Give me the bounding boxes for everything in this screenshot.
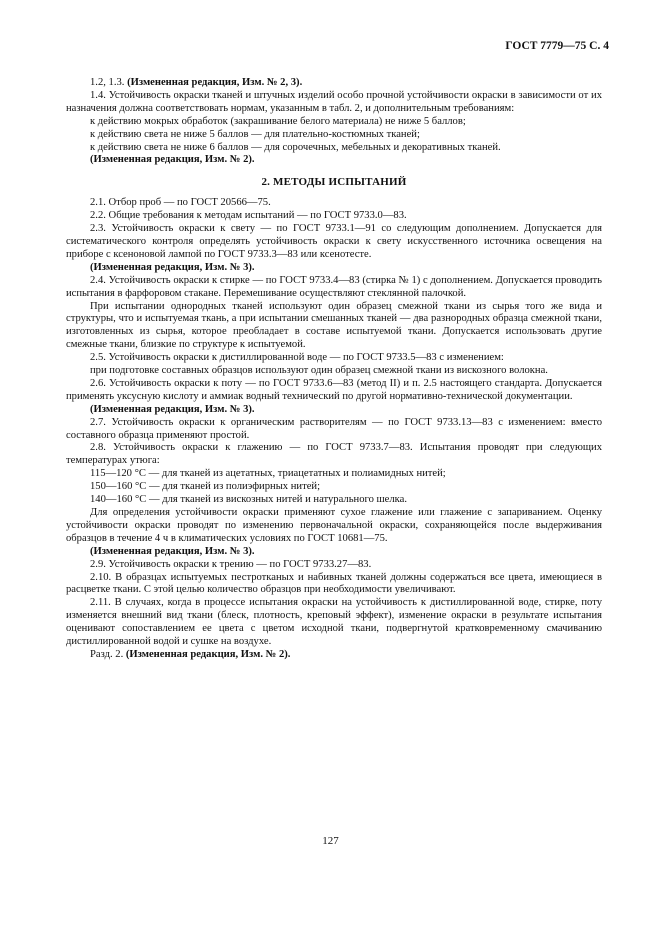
amendment-note: (Измененная редакция, Изм. № 3).	[90, 403, 255, 415]
page-header: ГОСТ 7779—75 С. 4	[505, 40, 609, 52]
paragraph	[66, 404, 602, 417]
paragraph: 2.11. В случаях, когда в процессе испытания окраски на устойчивость к дистиллированной воде, стирке, поту изменяется внешний вид ткани (блеск, плотность, креповый эффект), изменение окраски в результате испытания оценивают сопоставлением ее цвета с цветом исходной ткани, подвергнутой кратковременному смачиванию дистиллированной водой и сушке на воздухе.	[66, 597, 602, 648]
section-title: 2. МЕТОДЫ ИСПЫТАНИЙ	[261, 176, 407, 189]
paragraph: 150—160 °С — для тканей из полиэфирных нитей;	[90, 481, 321, 493]
paragraph: 2.10. В образцах испытуемых пестротканых и набивных тканей должны содержаться все цвета, имеющиеся в расцветке ткани. С этой целью количество образцов при необходимости увеличивают.	[66, 571, 602, 596]
paragraph-prefix: Разд. 2.	[90, 648, 126, 660]
paragraph: Для определения устойчивости окраски применяют сухое глажение или глажение с запариванием. Оценку устойчивости окраски проводят по изменению первоначальной окраски, сохраняющейся после выдерживания образцов в течение 4 ч в климатических условиях по ГОСТ 10681—75.	[66, 507, 602, 544]
paragraph: 140—160 °С — для тканей из вискозных нитей и натурального шелка.	[90, 494, 407, 506]
amendment-note: (Измененная редакция, Изм. № 2, 3).	[127, 77, 303, 88]
section-2-body	[66, 197, 602, 662]
paragraph	[66, 262, 602, 275]
paragraph: 2.3. Устойчивость окраски к свету — по ГОСТ 9733.1—91 со следующим дополнением. Допускается для систематического контроля определять устойчивость окраски к свету искусственного источника освещения на приборе с ксеноновой лампой по ГОСТ 9733.3—83 или ксенотесте.	[66, 223, 602, 260]
paragraph: 2.9. Устойчивость окраски к трению — по ГОСТ 9733.27—83.	[90, 558, 372, 570]
paragraph: 1.4. Устойчивость окраски тканей и штучных изделий особо прочной устойчивости окраски в зависимости от их назначения должна соответствовать нормам, указанным в табл. 2, и дополнительным требованиям:	[66, 89, 602, 114]
paragraph: 115—120 °С — для тканей из ацетатных, триацетатных и полиамидных нитей;	[90, 468, 446, 480]
paragraph: При испытании однородных тканей используют один образец смежной ткани из сырья того же вида и структуры, что и испытуемая ткань, а при испытании смешанных тканей — два разнородных образца смежной ткани, изготовленных из сырья, которое преобладает в составе испытуемой ткани. Допускается использовать другие смежные ткани, близкие по структуре к испытуемой.	[66, 300, 602, 351]
paragraph: 2.8. Устойчивость окраски к глажению — по ГОСТ 9733.7—83. Испытания проводят при следующих температурах утюга:	[66, 442, 602, 467]
paragraph	[66, 546, 602, 559]
section-1-tail	[66, 77, 602, 167]
paragraph: к действию света не ниже 5 баллов — для плательно-костюмных тканей;	[90, 128, 420, 140]
paragraph: к действию мокрых обработок (закрашивание белого материала) не ниже 5 баллов;	[90, 115, 466, 127]
paragraph	[66, 649, 602, 662]
amendment-note: (Измененная редакция, Изм. № 2).	[90, 154, 255, 166]
paragraph	[66, 154, 602, 167]
amendment-note: (Измененная редакция, Изм. № 3).	[90, 261, 255, 273]
page-number: 127	[322, 835, 339, 847]
paragraph-prefix: 1.2, 1.3.	[90, 77, 128, 88]
paragraph: 2.1. Отбор проб — по ГОСТ 20566—75.	[90, 197, 271, 209]
paragraph: к действию света не ниже 6 баллов — для сорочечных, мебельных и декоративных тканей.	[90, 141, 501, 153]
document-body	[66, 77, 602, 662]
paragraph: 2.6. Устойчивость окраски к поту — по ГОСТ 9733.6—83 (метод II) и п. 2.5 настоящего стандарта. Допускается применять уксусную кислоту и аммиак водный технический по другой нормативно-технической документации.	[66, 377, 602, 402]
paragraph	[66, 77, 602, 90]
amendment-note: (Измененная редакция, Изм. № 2).	[125, 648, 291, 660]
paragraph: 2.2. Общие требования к методам испытаний — по ГОСТ 9733.0—83.	[90, 210, 407, 222]
paragraph: при подготовке составных образцов используют один образец смежной ткани из вискозного волокна.	[90, 365, 548, 377]
amendment-note: (Измененная редакция, Изм. № 3).	[90, 545, 255, 557]
paragraph: 2.4. Устойчивость окраски к стирке — по ГОСТ 9733.4—83 (стирка № 1) с дополнением. Допускается проводить испытания в фарфоровом стакане. Перемешивание осуществляют стеклянной палочкой.	[66, 274, 602, 299]
paragraph: 2.5. Устойчивость окраски к дистиллированной воде — по ГОСТ 9733.5—83 с изменением:	[90, 352, 504, 364]
paragraph: 2.7. Устойчивость окраски к органическим растворителям — по ГОСТ 9733.13—83 с изменением: вместо составного образца применяют простой.	[66, 416, 602, 441]
